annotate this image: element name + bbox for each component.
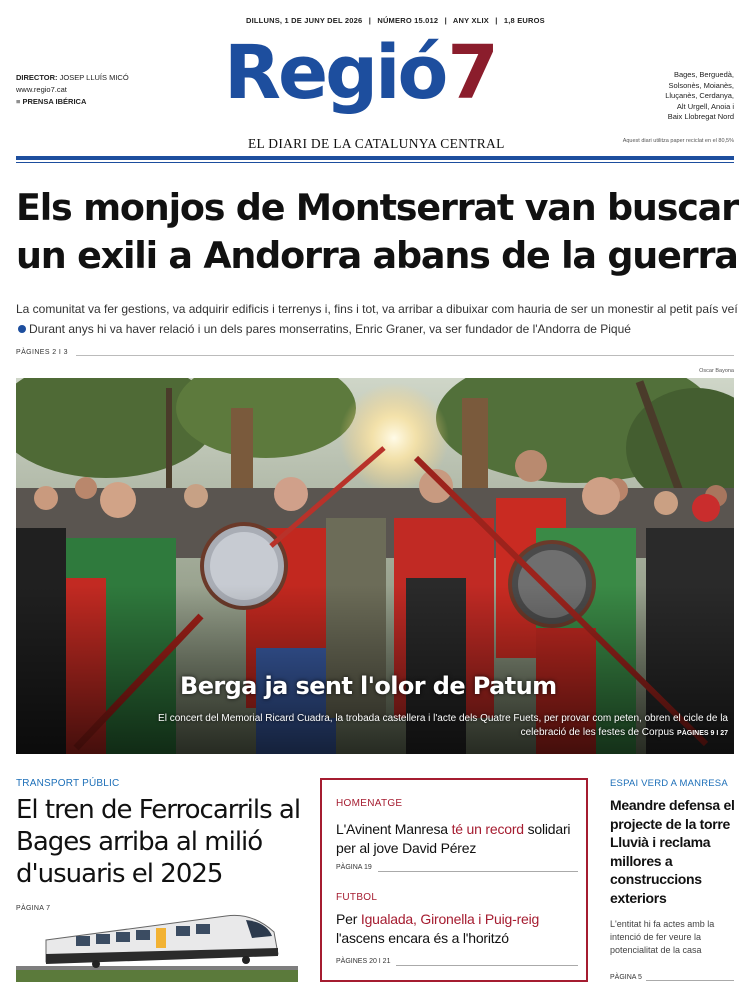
director-block [16, 72, 129, 108]
main-photo[interactable] [16, 378, 734, 754]
caption-pages: PÀGINES 9 I 27 [677, 730, 728, 737]
lead-part-2: Durant anys hi va haver relació i un dels pares monserratins, Enric Graner, va ser fundador de l'Andorra de Piqué [29, 322, 631, 336]
football-kicker: FUTBOL [336, 892, 378, 903]
green-space-text: L'entitat hi fa actes amb la intenció de fer veure la potencialitat de la casa [610, 919, 715, 955]
football-headline-part: l'ascens encara és a l'horitzó [336, 930, 509, 946]
photo-title[interactable]: Berga ja sent l'olor de Patum [180, 672, 557, 700]
homage-headline-part: solidari per al jove David Pérez [336, 821, 571, 856]
green-space-kicker: ESPAI VERD A MANRESA [610, 778, 728, 789]
main-headline[interactable]: Els monjos de Montserrat van buscar un exili a Andorra abans de la guerra [16, 186, 738, 277]
region-line: Lluçanès, Cerdanya, [665, 91, 734, 100]
region-line: Alt Urgell, Anoia i [676, 101, 734, 111]
sports-box [320, 778, 588, 982]
separator: | [368, 16, 372, 25]
masthead-rule [16, 156, 734, 160]
green-space-pages: PÀGINA 5 [610, 974, 642, 981]
football-pages: PÀGINES 20 I 21 [336, 958, 391, 965]
region-line: Bages, Berguedà, [673, 70, 734, 79]
region-line: Baix Llobregat Nord [667, 112, 734, 121]
newspaper-logo[interactable] [224, 28, 496, 118]
homage-pages: PÀGINA 19 [336, 864, 372, 871]
divider [76, 355, 734, 356]
homage-headline-part: L'Avinent Manresa [336, 821, 452, 837]
divider [396, 965, 578, 966]
director-name: JOSEP LLUÍS MICÓ [59, 73, 129, 82]
photo-caption [158, 712, 728, 741]
regions-list [624, 70, 734, 123]
transport-headline[interactable]: El tren de Ferrocarrils al Bages arriba al milió d'usuaris el 2025 [16, 795, 301, 889]
football-headline[interactable] [336, 910, 586, 948]
football-headline-part: Per [336, 911, 361, 927]
homage-kicker: HOMENATGE [336, 798, 403, 809]
paper-certification: Aquest diari utilitza paper reciclat en el 80,5% [622, 138, 734, 144]
football-headline-highlight: Igualada, Gironella i Puig-reig [360, 911, 540, 927]
price: 1,8 EUROS [503, 16, 545, 25]
masthead-rule-thin [16, 162, 734, 163]
divider [378, 871, 578, 872]
train-illustration [16, 896, 298, 982]
transport-pages: PÀGINA 7 [16, 905, 51, 912]
director-label: DIRECTOR: [16, 73, 58, 82]
homage-headline-highlight: té un record [451, 821, 524, 837]
volume-year: ANY XLIX [452, 16, 489, 25]
divider [646, 980, 734, 981]
logo-text: Regió [224, 30, 446, 116]
dateline [246, 16, 549, 25]
issue-number: NÚMERO 15.012 [377, 16, 439, 25]
caption-text: El concert del Memorial Ricard Cuadra, la trobada castellera i l'acte dels Quatre Fuets, per provar com peten, obren el cicle de la celebració de les festes de Corpus [158, 713, 728, 738]
publisher-name: PRENSA IBÉRICA [22, 97, 87, 106]
bullet-dot-icon [18, 325, 26, 333]
lead-part-1: La comunitat va fer gestions, va adquirir edificis i terrenys i, fins i tot, va arribar a dibuixar com hauria de ser un monestir al petit país veí [16, 302, 738, 316]
website-link[interactable]: www.regio7.cat [16, 85, 67, 94]
publisher-mark-icon: ≡ [16, 97, 21, 106]
separator: | [495, 16, 498, 25]
publisher [16, 96, 129, 108]
logo-number: 7 [447, 30, 496, 116]
photo-credit: Oscar Bayona [699, 368, 734, 374]
transport-kicker: TRANSPORT PÚBLIC [16, 778, 120, 789]
main-pages-ref: PÀGINES 2 I 3 [16, 349, 68, 356]
separator: | [444, 16, 447, 25]
green-space-headline[interactable]: Meandre defensa el projecte de la torre Lluvià i reclama millores a construccions exteriors [610, 797, 735, 906]
main-lead [16, 299, 738, 339]
tagline: EL DIARI DE LA CATALUNYA CENTRAL [248, 136, 505, 151]
homage-headline[interactable] [336, 820, 586, 858]
region-line: Solsonès, Moianès, [668, 80, 734, 90]
date: DILLUNS, 1 DE JUNY DEL 2026 [246, 16, 363, 25]
